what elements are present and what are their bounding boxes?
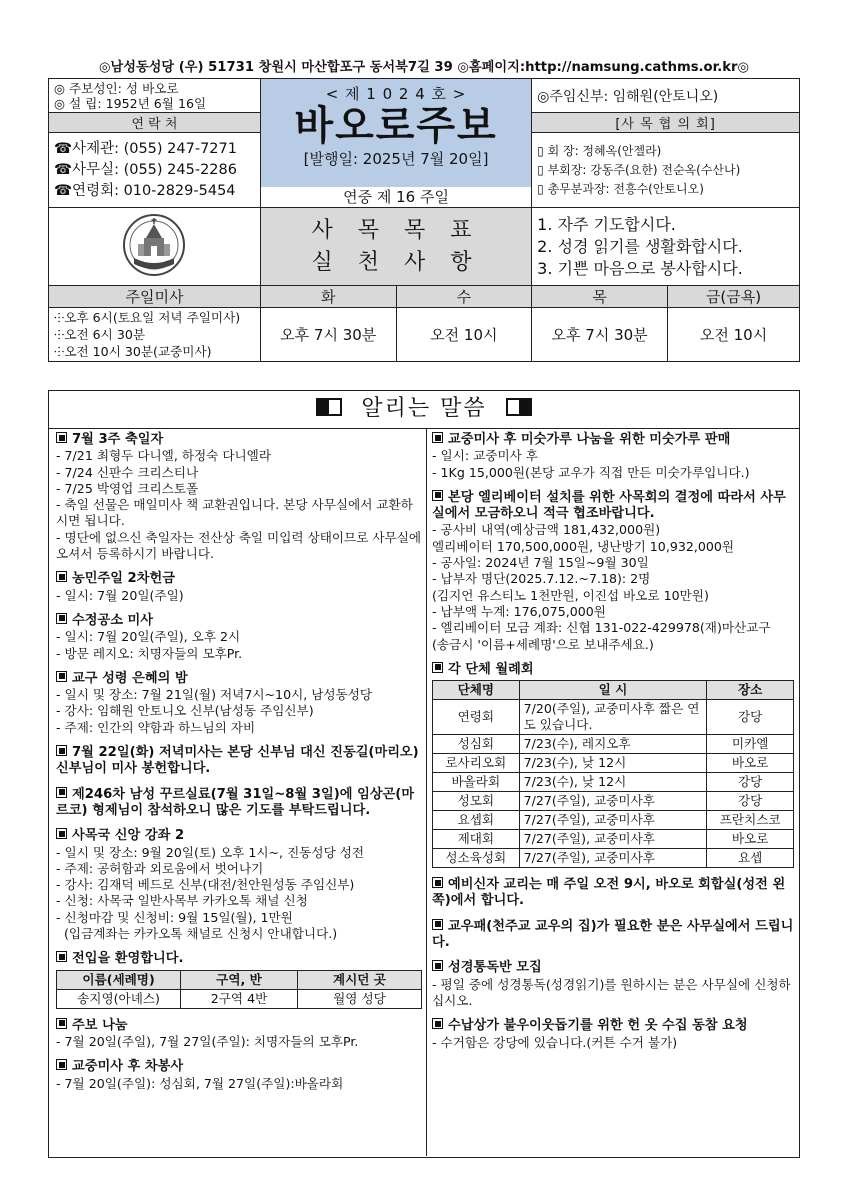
notice-right-column (432, 432, 794, 1060)
notice-section (56, 613, 422, 662)
mass-header-tue: 화 (260, 286, 396, 308)
table-cell: 요셉 (707, 849, 794, 868)
title-box (261, 79, 531, 187)
bullet-square-icon (56, 745, 67, 756)
notice-heading (432, 1018, 794, 1034)
table-cell: 바올라회 (433, 773, 520, 792)
bullet-square-icon (56, 613, 67, 624)
pastor: ◎주임신부: 임해원(안토니오) (532, 79, 800, 113)
notice-heading-text: 사목국 신앙 강좌 2 (72, 828, 185, 844)
mass-time-wed: 오전 10시 (396, 308, 532, 362)
notice-section (432, 877, 794, 910)
notice-line: - 일시 및 장소: 7월 21일(월) 저녁7시~10시, 남성동성당 (56, 687, 373, 703)
table-header-cell: 이름(세례명) (57, 970, 181, 989)
column-divider (426, 429, 427, 1156)
notice-line: - 7월 20일(주일), 7월 27일(주일): 치명자들의 모후Pr. (56, 1033, 359, 1049)
goal-line-1: 사 목 목 표 (311, 217, 481, 243)
notice-section (56, 1059, 422, 1092)
table-cell: 7/27(주일), 교중미사후 (519, 792, 707, 811)
motto-3: 3. 기쁜 마음으로 봉사합시다. (537, 258, 743, 278)
table-row (433, 735, 794, 754)
notice-heading (56, 951, 422, 967)
notice-heading (432, 877, 794, 910)
notice-section (56, 1018, 422, 1051)
notice-line: - 엘리베이터 모금 계좌: 신협 131-022-429978(재)마산교구 (432, 620, 771, 636)
notice-heading (432, 662, 794, 678)
publication-date: [발행일: 2025년 7월 20일] (303, 150, 489, 168)
notice-line: - 납부자 명단(2025.7.12.~7.18): 2명 (432, 571, 651, 587)
table-cell: 강당 (707, 700, 794, 735)
table-cell: 7/27(주일), 교중미사후 (519, 830, 707, 849)
table-cell: 7/27(주일), 교중미사후 (519, 849, 707, 868)
notice-line: - 신청마감 및 신청비: 9월 15일(월), 1만원 (56, 909, 293, 925)
notice-table (432, 680, 794, 868)
motto-2: 2. 성경 읽기를 생활화합시다. (537, 236, 743, 256)
bullet-square-icon (432, 960, 443, 971)
bullet-square-icon (432, 919, 443, 930)
table-cell: 7/23(수), 레지오후 (519, 735, 707, 754)
notice-section (432, 490, 794, 653)
bullet-square-icon (432, 877, 443, 888)
table-header-cell: 일 시 (519, 681, 707, 700)
table-cell: 바오로 (707, 754, 794, 773)
phone-office: ☎사무실: (055) 245-2286 (54, 161, 237, 178)
table-cell: 로사리오회 (433, 754, 520, 773)
title-square-icon (506, 398, 532, 416)
notice-heading (56, 671, 422, 687)
notice-line: - 수거함은 강당에 있습니다.(커튼 수거 불가) (432, 1034, 678, 1050)
notice-section (56, 951, 422, 1008)
council-title: [사 목 협 의 회] (532, 113, 800, 133)
notice-heading-text: 교구 성령 은혜의 밤 (72, 670, 188, 686)
notice-section (56, 432, 426, 562)
mass-time-thu: 오후 7시 30분 (532, 308, 668, 362)
notice-line: 엘리베이터 170,500,000원, 냉난방기 10,932,000원 (432, 538, 735, 554)
patron: ◎ 주보성인: 성 바오로 (54, 80, 179, 96)
notice-heading-text: 각 단체 월례회 (448, 661, 534, 677)
notice-section (432, 432, 794, 481)
patron-founded (49, 79, 261, 113)
goal-line-2: 실 천 사 항 (311, 249, 481, 275)
notice-heading (56, 613, 422, 629)
notice-heading-text: 주보 나눔 (72, 1017, 128, 1033)
notice-heading (432, 960, 794, 976)
table-cell: 7/23(수), 낮 12시 (519, 773, 707, 792)
notice-title-text: 알리는 말씀 (361, 396, 487, 421)
notice-heading-text: 예비신자 교리는 매 주일 오전 9시, 바오로 회합실(성전 왼쪽)에서 합니다. (432, 877, 786, 909)
notice-heading-text: 수정공소 미사 (72, 612, 154, 628)
table-row (433, 700, 794, 735)
table-row (433, 792, 794, 811)
notice-section (432, 662, 794, 868)
notice-heading (432, 490, 794, 523)
notice-section (432, 960, 794, 1009)
table-row (57, 989, 422, 1008)
notice-section (56, 671, 422, 736)
notice-line: - 방문 레지오: 치명자들의 모후Pr. (56, 645, 243, 661)
sunday-mass-3: ⸭오전 10시 30분(교중미사) (54, 344, 212, 359)
liturgical-season: 연중 제 16 주일 (343, 188, 449, 206)
notice-section (432, 1018, 794, 1051)
phone-funeral: ☎연령회: 010-2829-5454 (54, 182, 236, 199)
table-cell: 제대회 (433, 830, 520, 849)
notice-line: (입금계좌는 카카오톡 채널로 신청시 안내합니다.) (56, 926, 338, 942)
notice-heading-text: 본당 엘리베이터 설치를 위한 사목회의 결정에 따라서 사무실에서 모금하오니 적극 협조바랍니다. (432, 489, 786, 522)
table-cell: 성심회 (433, 735, 520, 754)
notice-line: - 7/25 박영업 크리스토폴 (56, 480, 199, 496)
notice-heading-text: 7월 22일(화) 저녁미사는 본당 신부님 대신 진동길(마리오)신부님이 미사 봉헌합니다. (56, 745, 419, 777)
table-cell: 성모회 (433, 792, 520, 811)
notice-heading (56, 432, 422, 448)
bullet-square-icon (56, 432, 67, 443)
notice-line: - 강사: 임해원 안토니오 신부(남성동 주임신부) (56, 703, 314, 719)
table-header-cell: 계시던 곳 (297, 970, 421, 989)
mass-time-tue: 오후 7시 30분 (260, 308, 396, 362)
bullet-square-icon (432, 662, 443, 673)
bullet-square-icon (56, 1018, 67, 1029)
bulletin-title: 바오로주보 (294, 103, 498, 149)
logo-cell (49, 208, 261, 286)
notice-heading (56, 745, 422, 778)
table-cell: 요셉회 (433, 811, 520, 830)
bullet-square-icon (56, 571, 67, 582)
council-president: ▯ 회 장: 정혜옥(안젤라) (537, 143, 662, 158)
table-cell: 미카엘 (707, 735, 794, 754)
notice-heading (432, 432, 794, 448)
table-row (433, 773, 794, 792)
contact-title: 연 락 처 (49, 113, 261, 133)
table-cell: 7/27(주일), 교중미사후 (519, 811, 707, 830)
table-header-cell: 장소 (707, 681, 794, 700)
bullet-square-icon (56, 828, 67, 839)
mass-header-thu: 목 (532, 286, 668, 308)
mass-header-fri: 금(금욕) (668, 286, 800, 308)
notice-line: - 평일 중에 성경통독(성경읽기)를 원하시는 분은 사무실에 신청하십시오. (432, 976, 791, 1008)
bullet-square-icon (56, 787, 67, 798)
notice-section (56, 828, 422, 942)
notice-section (432, 919, 794, 952)
table-cell: 7/20(주일), 교중미사후 짧은 연도 있습니다. (519, 700, 707, 735)
church-logo-icon (116, 212, 192, 278)
notice-heading-text: 7월 3주 축일자 (72, 432, 164, 447)
notice-title (48, 390, 800, 429)
table-cell: 성소육성회 (433, 849, 520, 868)
council-vice: ▯ 부회장: 강동주(요한) 전순옥(수산나) (537, 162, 741, 177)
notice-line: (송금시 '이름+세례명'으로 보내주세요.) (432, 636, 654, 652)
table-cell: 프란치스코 (707, 811, 794, 830)
church-address-line: ◎남성동성당 (우) 51731 창원시 마산합포구 동서북7길 39 ◎홈페이지:http://namsung.cathms.or.kr◎ (98, 60, 750, 75)
notice-heading-text: 제246차 남성 꾸르실료(7월 31일~8월 3일)에 임상곤(마르코) 형제님이 참석하오니 많은 기도를 부탁드립니다. (56, 786, 415, 818)
notice-heading (56, 787, 422, 820)
council-secretary: ▯ 총무분과장: 전흥수(안토니오) (537, 181, 704, 196)
council-members (532, 133, 800, 208)
notice-line: - 일시: 교중미사 후 (432, 448, 538, 464)
table-header-cell: 구역, 반 (181, 970, 298, 989)
notice-line: - 축일 선물은 매일미사 책 교환권입니다. 본당 사무실에서 교환하시면 됩니다. (56, 497, 413, 529)
contact-phones (49, 133, 261, 208)
notice-heading (56, 1059, 422, 1075)
notice-line: - 공사비 내역(예상금액 181,432,000원) (432, 522, 661, 538)
notice-heading-text: 수납상가 불우이웃돕기를 위한 헌 옷 수집 동참 요청 (448, 1018, 748, 1034)
notice-line: - 신청: 사목국 일반사목부 카카오톡 채널 신청 (56, 893, 308, 909)
notice-heading (56, 828, 422, 844)
notice-line: - 주제: 공허함과 외로움에서 벗어나기 (56, 860, 264, 876)
bullet-square-icon (432, 432, 443, 443)
notice-line: - 일시: 7월 20일(주일) (56, 587, 184, 603)
sunday-mass-2: ⸭오전 6시 30분 (54, 327, 146, 342)
notice-heading-text: 성경통독반 모집 (448, 960, 542, 976)
mass-header-wed: 수 (396, 286, 532, 308)
table-row (433, 830, 794, 849)
pastoral-goal (260, 208, 531, 286)
notice-line: (김지언 유스티노 1천만원, 이진섭 바오로 10만원) (432, 587, 709, 603)
notice-line: - 일시: 7월 20일(주일), 오후 2시 (56, 629, 241, 645)
table-row (433, 849, 794, 868)
notice-table (56, 970, 422, 1009)
bullet-square-icon (56, 1059, 67, 1070)
notice-heading-text: 교우패(천주교 교우의 집)가 필요한 분은 사무실에서 드립니다. (432, 918, 794, 951)
notice-heading-text: 농민주일 2차헌금 (72, 571, 175, 587)
notice-line: - 강사: 김재덕 베드로 신부(대전/천안원성동 주임신부) (56, 877, 355, 893)
notice-section (56, 571, 422, 604)
table-cell: 바오로 (707, 830, 794, 849)
practice-mottos (532, 208, 800, 286)
notice-line: - 납부액 누계: 176,075,000원 (432, 603, 606, 619)
notice-section (56, 745, 422, 778)
table-cell: 강당 (707, 792, 794, 811)
notice-left-column (56, 432, 426, 1101)
notice-line: - 주제: 인간의 약함과 하느님의 자비 (56, 719, 256, 735)
table-header-cell: 단체명 (433, 681, 520, 700)
notice-heading-text: 전입을 환영합니다. (72, 951, 184, 967)
table-cell: 7/23(수), 낮 12시 (519, 754, 707, 773)
notice-section (56, 787, 422, 820)
notice-line: - 7/24 신판수 크리스티나 (56, 464, 199, 480)
notice-heading (56, 571, 422, 587)
notice-line: - 1Kg 15,000원(본당 교우가 직접 만든 미숫가루입니다.) (432, 464, 750, 480)
table-cell: 송지영(아녜스) (57, 989, 181, 1008)
table-cell: 연령회 (433, 700, 520, 735)
bullet-square-icon (432, 490, 443, 501)
notice-line: - 명단에 없으신 축일자는 전산상 축일 미입력 상태이므로 사무실에 오셔서 등록하시기 바랍니다. (56, 529, 426, 562)
notice-heading (432, 919, 794, 952)
mass-header-sunday: 주일미사 (49, 286, 261, 308)
sunday-mass-1: ⸭오후 6시(토요일 저녁 주일미사) (54, 310, 241, 325)
table-cell: 강당 (707, 773, 794, 792)
notice-heading (56, 1018, 422, 1034)
motto-1: 1. 자주 기도합시다. (537, 214, 676, 234)
notice-heading-text: 교중미사 후 미숫가루 나눔을 위한 미숫가루 판매 (448, 432, 731, 447)
title-square-icon (316, 398, 342, 416)
mass-time-fri: 오전 10시 (668, 308, 800, 362)
table-cell: 2구역 4반 (181, 989, 298, 1008)
notice-line: - 7/21 최형두 다니엘, 하정숙 다니엘라 (56, 448, 271, 464)
notice-line: - 일시 및 장소: 9월 20일(토) 오후 1시~, 진동성당 성전 (56, 844, 365, 860)
header-table (48, 78, 800, 362)
bullet-square-icon (56, 951, 67, 962)
founded: ◎ 설 립: 1952년 6월 16일 (54, 95, 207, 111)
sunday-mass-times (49, 308, 261, 362)
bullet-square-icon (432, 1018, 443, 1029)
issue-number: < 제 1 0 2 4 호 > (325, 85, 467, 103)
notice-heading-text: 교중미사 후 차봉사 (72, 1059, 184, 1075)
notice-line: - 공사일: 2024년 7월 15일~9월 30일 (432, 555, 649, 571)
bullet-square-icon (56, 671, 67, 682)
table-row (433, 754, 794, 773)
table-row (433, 811, 794, 830)
notice-line: - 7월 20일(주일): 성심회, 7월 27일(주일):바올라회 (56, 1075, 344, 1091)
table-cell: 월영 성당 (297, 989, 421, 1008)
title-cell (260, 79, 531, 208)
phone-rectory: ☎사제관: (055) 247-7271 (54, 140, 237, 157)
